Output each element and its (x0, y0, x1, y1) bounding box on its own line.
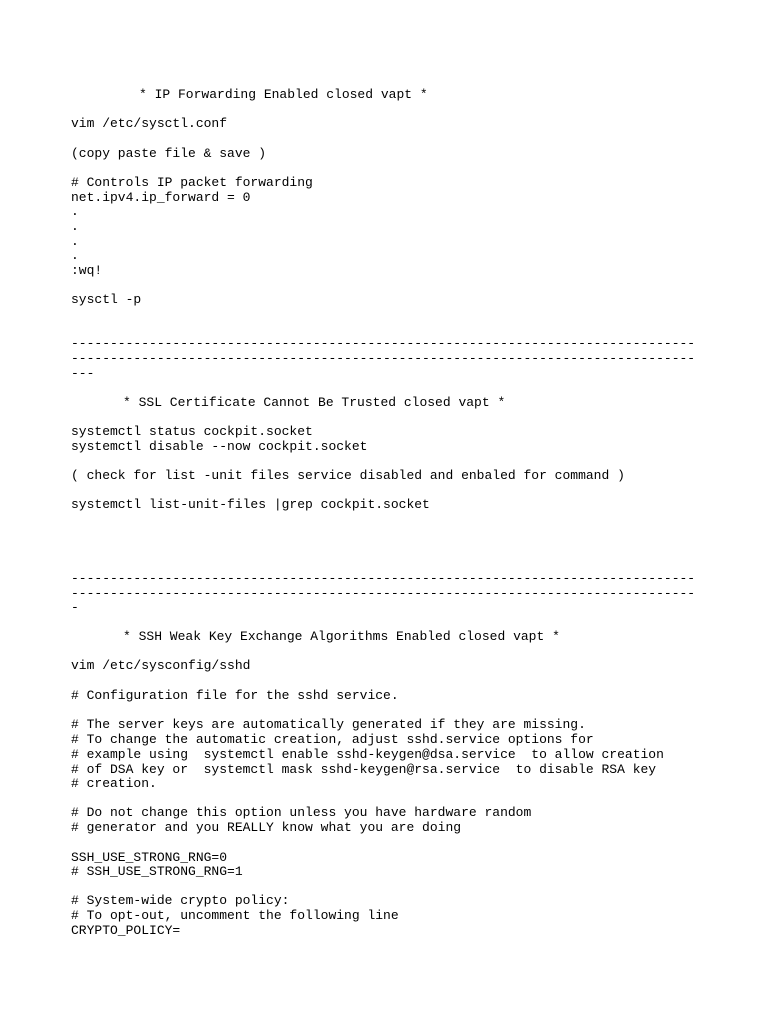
command-line: vim /etc/sysctl.conf (71, 116, 228, 131)
section-heading-ssh: * SSH Weak Key Exchange Algorithms Enabled closed vapt * (123, 629, 560, 644)
command-line: vim /etc/sysconfig/sshd (71, 658, 251, 673)
config-comment: # example using systemctl enable sshd-keygen@dsa.service to allow creation (71, 747, 664, 762)
command-line: systemctl disable --now cockpit.socket (71, 439, 368, 454)
config-comment: # Configuration file for the sshd service. (71, 688, 399, 703)
config-setting: SSH_USE_STRONG_RNG=0 (71, 850, 228, 865)
config-comment: # To opt-out, uncomment the following line (71, 908, 399, 923)
ellipsis-dot: . (71, 219, 79, 234)
config-comment: # To change the automatic creation, adjust sshd.service options for (71, 732, 594, 747)
ellipsis-dot: . (71, 204, 79, 219)
config-comment: # The server keys are automatically generated if they are missing. (71, 717, 586, 732)
instruction-note: ( check for list -unit files service disabled and enbaled for command ) (71, 468, 625, 483)
config-comment: # System-wide crypto policy: (71, 893, 290, 908)
command-line: systemctl list-unit-files |grep cockpit.socket (71, 497, 430, 512)
config-comment: # generator and you REALLY know what you are doing (71, 820, 462, 835)
save-command: :wq! (71, 263, 103, 278)
command-line: sysctl -p (71, 292, 142, 307)
instruction-note: (copy paste file & save ) (71, 146, 267, 161)
config-comment: # Controls IP packet forwarding (71, 175, 313, 190)
config-setting: CRYPTO_POLICY= (71, 923, 181, 938)
config-comment: # SSH_USE_STRONG_RNG=1 (71, 864, 243, 879)
separator-line: - (71, 600, 79, 615)
ellipsis-dot: . (71, 248, 79, 263)
separator-line: -------------------------------------------------------------------------------- (71, 571, 696, 586)
config-comment: # Do not change this option unless you have hardware random (71, 805, 532, 820)
separator-line: -------------------------------------------------------------------------------- (71, 336, 696, 351)
separator-line: --- (71, 366, 95, 381)
config-comment: # of DSA key or systemctl mask sshd-keygen@rsa.service to disable RSA key (71, 762, 657, 777)
command-line: systemctl status cockpit.socket (71, 424, 313, 439)
separator-line: -------------------------------------------------------------------------------- (71, 586, 696, 601)
section-heading-ssl: * SSL Certificate Cannot Be Trusted closed vapt * (123, 395, 506, 410)
config-setting: net.ipv4.ip_forward = 0 (71, 190, 251, 205)
ellipsis-dot: . (71, 234, 79, 249)
section-heading-ip-forwarding: * IP Forwarding Enabled closed vapt * (139, 87, 428, 102)
separator-line: -------------------------------------------------------------------------------- (71, 351, 696, 366)
config-comment: # creation. (71, 776, 157, 791)
